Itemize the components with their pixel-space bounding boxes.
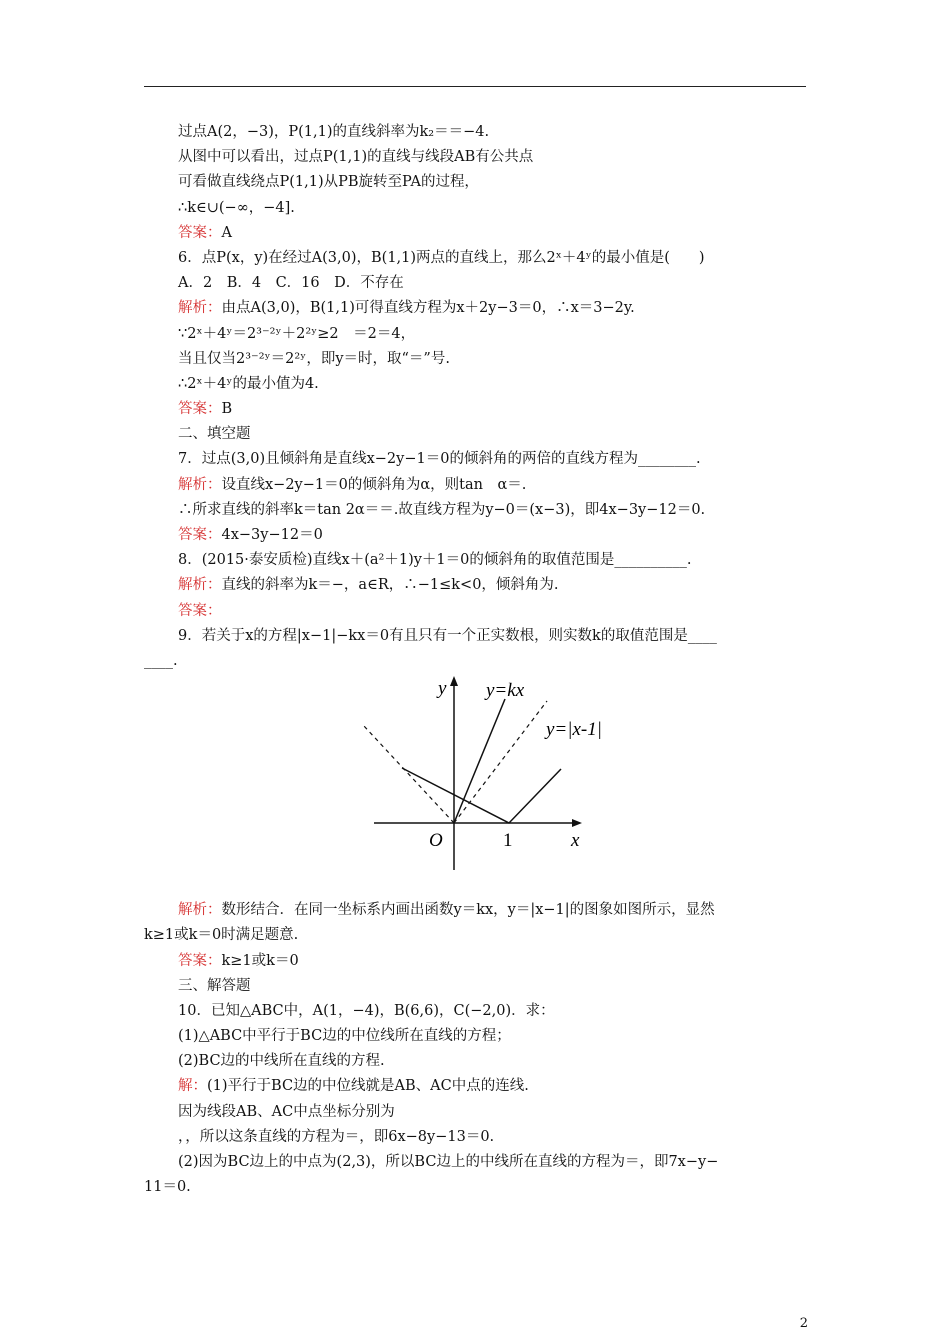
answer-label: 答案： (178, 602, 222, 619)
line-text: ∴2ˣ＋4ʸ的最小值为4. (178, 375, 319, 392)
line-text: (2)BC边的中线所在直线的方程. (178, 1053, 385, 1070)
text-line (178, 1049, 808, 1074)
line-text: ____. (144, 652, 178, 669)
line-text: (1)平行于BC边的中位线就是AB、AC中点的连线. (207, 1078, 529, 1095)
text-line (178, 196, 808, 221)
text-line (178, 624, 808, 649)
line-text: 直线的斜率为k＝−，a∈R，∴−1≤k<0，倾斜角为. (221, 577, 559, 594)
line-text: 设直线x−2y−1＝0的倾斜角为α，则tan α＝. (221, 476, 527, 493)
answer-label: 解： (178, 1078, 207, 1095)
text-line (144, 1175, 808, 1200)
line-text: 三、解答题 (178, 977, 251, 994)
text-line (144, 649, 808, 674)
text-line (178, 145, 808, 170)
label-y-eq-abs-x-minus-1: y=|x-1| (546, 719, 602, 741)
line-text: 从图中可以看出，过点P(1,1)的直线与线段AB有公共点 (178, 149, 534, 166)
line-text: ∴k∈∪(−∞，−4]. (178, 199, 295, 216)
line-text: 9．若关于x的方程|x−1|−kx＝0有且只有一个正实数根，则实数k的取值范围是____ (178, 627, 717, 644)
line-text: 11＝0. (144, 1179, 191, 1196)
line-text: 6．点P(x，y)在经过A(3,0)，B(1,1)两点的直线上，那么2ˣ＋4ʸ的最小值是( ) (178, 249, 705, 266)
text-line (178, 473, 808, 498)
line-text: 当且仅当2³⁻²ʸ＝2²ʸ，即y＝时，取“＝”号. (178, 350, 450, 367)
text-line (178, 548, 808, 573)
dashed-line-y-eq-x (454, 701, 547, 823)
page-content (144, 120, 808, 1200)
answer-label: 答案： (178, 224, 222, 241)
line-text: 二、填空题 (178, 426, 251, 443)
text-line (178, 322, 808, 347)
answer-label: 答案： (178, 401, 222, 418)
text-line (178, 1150, 808, 1175)
text-line (178, 974, 808, 999)
line-text: 可看做直线绕点P(1,1)从PB旋转至PA的过程， (178, 174, 479, 191)
answer-label: 解析： (178, 902, 222, 919)
line-text: 4x−3y−12＝0 (221, 527, 323, 543)
dashed-line-y-eq-neg-x (364, 726, 454, 823)
answer-label: 答案： (178, 952, 222, 969)
text-line (178, 120, 808, 145)
y-axis-label: y (438, 678, 447, 700)
origin-label: O (429, 830, 443, 852)
text-line (178, 1125, 808, 1150)
answer-label: 解析： (178, 577, 222, 594)
text-line (144, 923, 808, 948)
text-line (178, 999, 808, 1024)
line-text: k≥1或k＝0 (221, 952, 299, 969)
line-text: A (221, 224, 232, 241)
line-text: 因为线段AB、AC中点坐标分别为 (178, 1103, 395, 1120)
text-line (178, 573, 808, 598)
text-line (178, 949, 808, 974)
line-y-eq-kx (454, 699, 505, 823)
header-rule (144, 86, 806, 87)
line-text: (2)因为BC边上的中点为(2,3)，所以BC边上的中线所在直线的方程为＝，即7x−y− (178, 1154, 719, 1170)
text-line (178, 1100, 808, 1125)
line-text: 过点A(2，−3)，P(1,1)的直线斜率为k₂＝＝−4. (178, 124, 490, 140)
x-axis-arrow-icon (572, 819, 582, 827)
text-line (178, 599, 808, 624)
text-line (178, 1074, 808, 1099)
tick-label-1: 1 (503, 830, 513, 852)
line-text: ∵2ˣ＋4ʸ＝2³⁻²ʸ＋2²ʸ≥2 ＝2＝4， (178, 325, 416, 342)
line-text: 数形结合．在同一坐标系内画出函数y＝kx，y＝|x−1|的图象如图所示，显然 (221, 902, 715, 919)
text-line (178, 523, 808, 548)
text-line (178, 1024, 808, 1049)
line-text: 由点A(3,0)，B(1,1)可得直线方程为x＋2y−3＝0，∴x＝3−2y. (221, 300, 635, 317)
text-block-top (144, 120, 808, 674)
line-text: ，，所以这条直线的方程为＝，即6x−8y−13＝0. (178, 1128, 495, 1145)
line-text: ∴所求直线的斜率k＝tan 2α＝＝.故直线方程为y−0＝(x−3)，即4x−3y−12＝0. (178, 501, 706, 518)
x-axis-label: x (571, 830, 580, 852)
line-text: k≥1或k＝0时满足题意. (144, 927, 299, 944)
line-text: A．2 B．4 C．16 D．不存在 (178, 275, 404, 292)
graph-figure (178, 674, 808, 898)
text-line (178, 271, 808, 296)
text-line (178, 347, 808, 372)
line-text: 7．过点(3,0)且倾斜角是直线x−2y−1＝0的倾斜角的两倍的直线方程为________. (178, 451, 701, 468)
text-line (178, 397, 808, 422)
line-text: B (221, 401, 233, 418)
graph-y-eq-abs-x-minus-1 (402, 768, 561, 823)
text-line (178, 221, 808, 246)
answer-label: 答案： (178, 527, 222, 543)
text-line (178, 898, 808, 923)
label-y-eq-kx: y=kx (486, 680, 525, 702)
answer-label: 解析： (178, 476, 222, 493)
text-line (178, 170, 808, 195)
graph-svg (354, 674, 614, 890)
text-line (178, 498, 808, 523)
text-line (178, 246, 808, 271)
text-line (178, 296, 808, 321)
line-text: (1)△ABC中平行于BC边的中位线所在直线的方程； (178, 1028, 511, 1045)
answer-label: 解析： (178, 300, 222, 317)
text-block-bottom (144, 898, 808, 1200)
line-text: 10．已知△ABC中，A(1，−4)，B(6,6)，C(−2,0)．求： (178, 1002, 555, 1019)
y-axis-arrow-icon (450, 676, 458, 686)
page-number: 2 (799, 1316, 808, 1331)
text-line (178, 447, 808, 472)
text-line (178, 372, 808, 397)
line-text: 8．(2015·泰安质检)直线x＋(a²＋1)y＋1＝0的倾斜角的取值范围是__________. (178, 552, 692, 569)
text-line (178, 422, 808, 447)
